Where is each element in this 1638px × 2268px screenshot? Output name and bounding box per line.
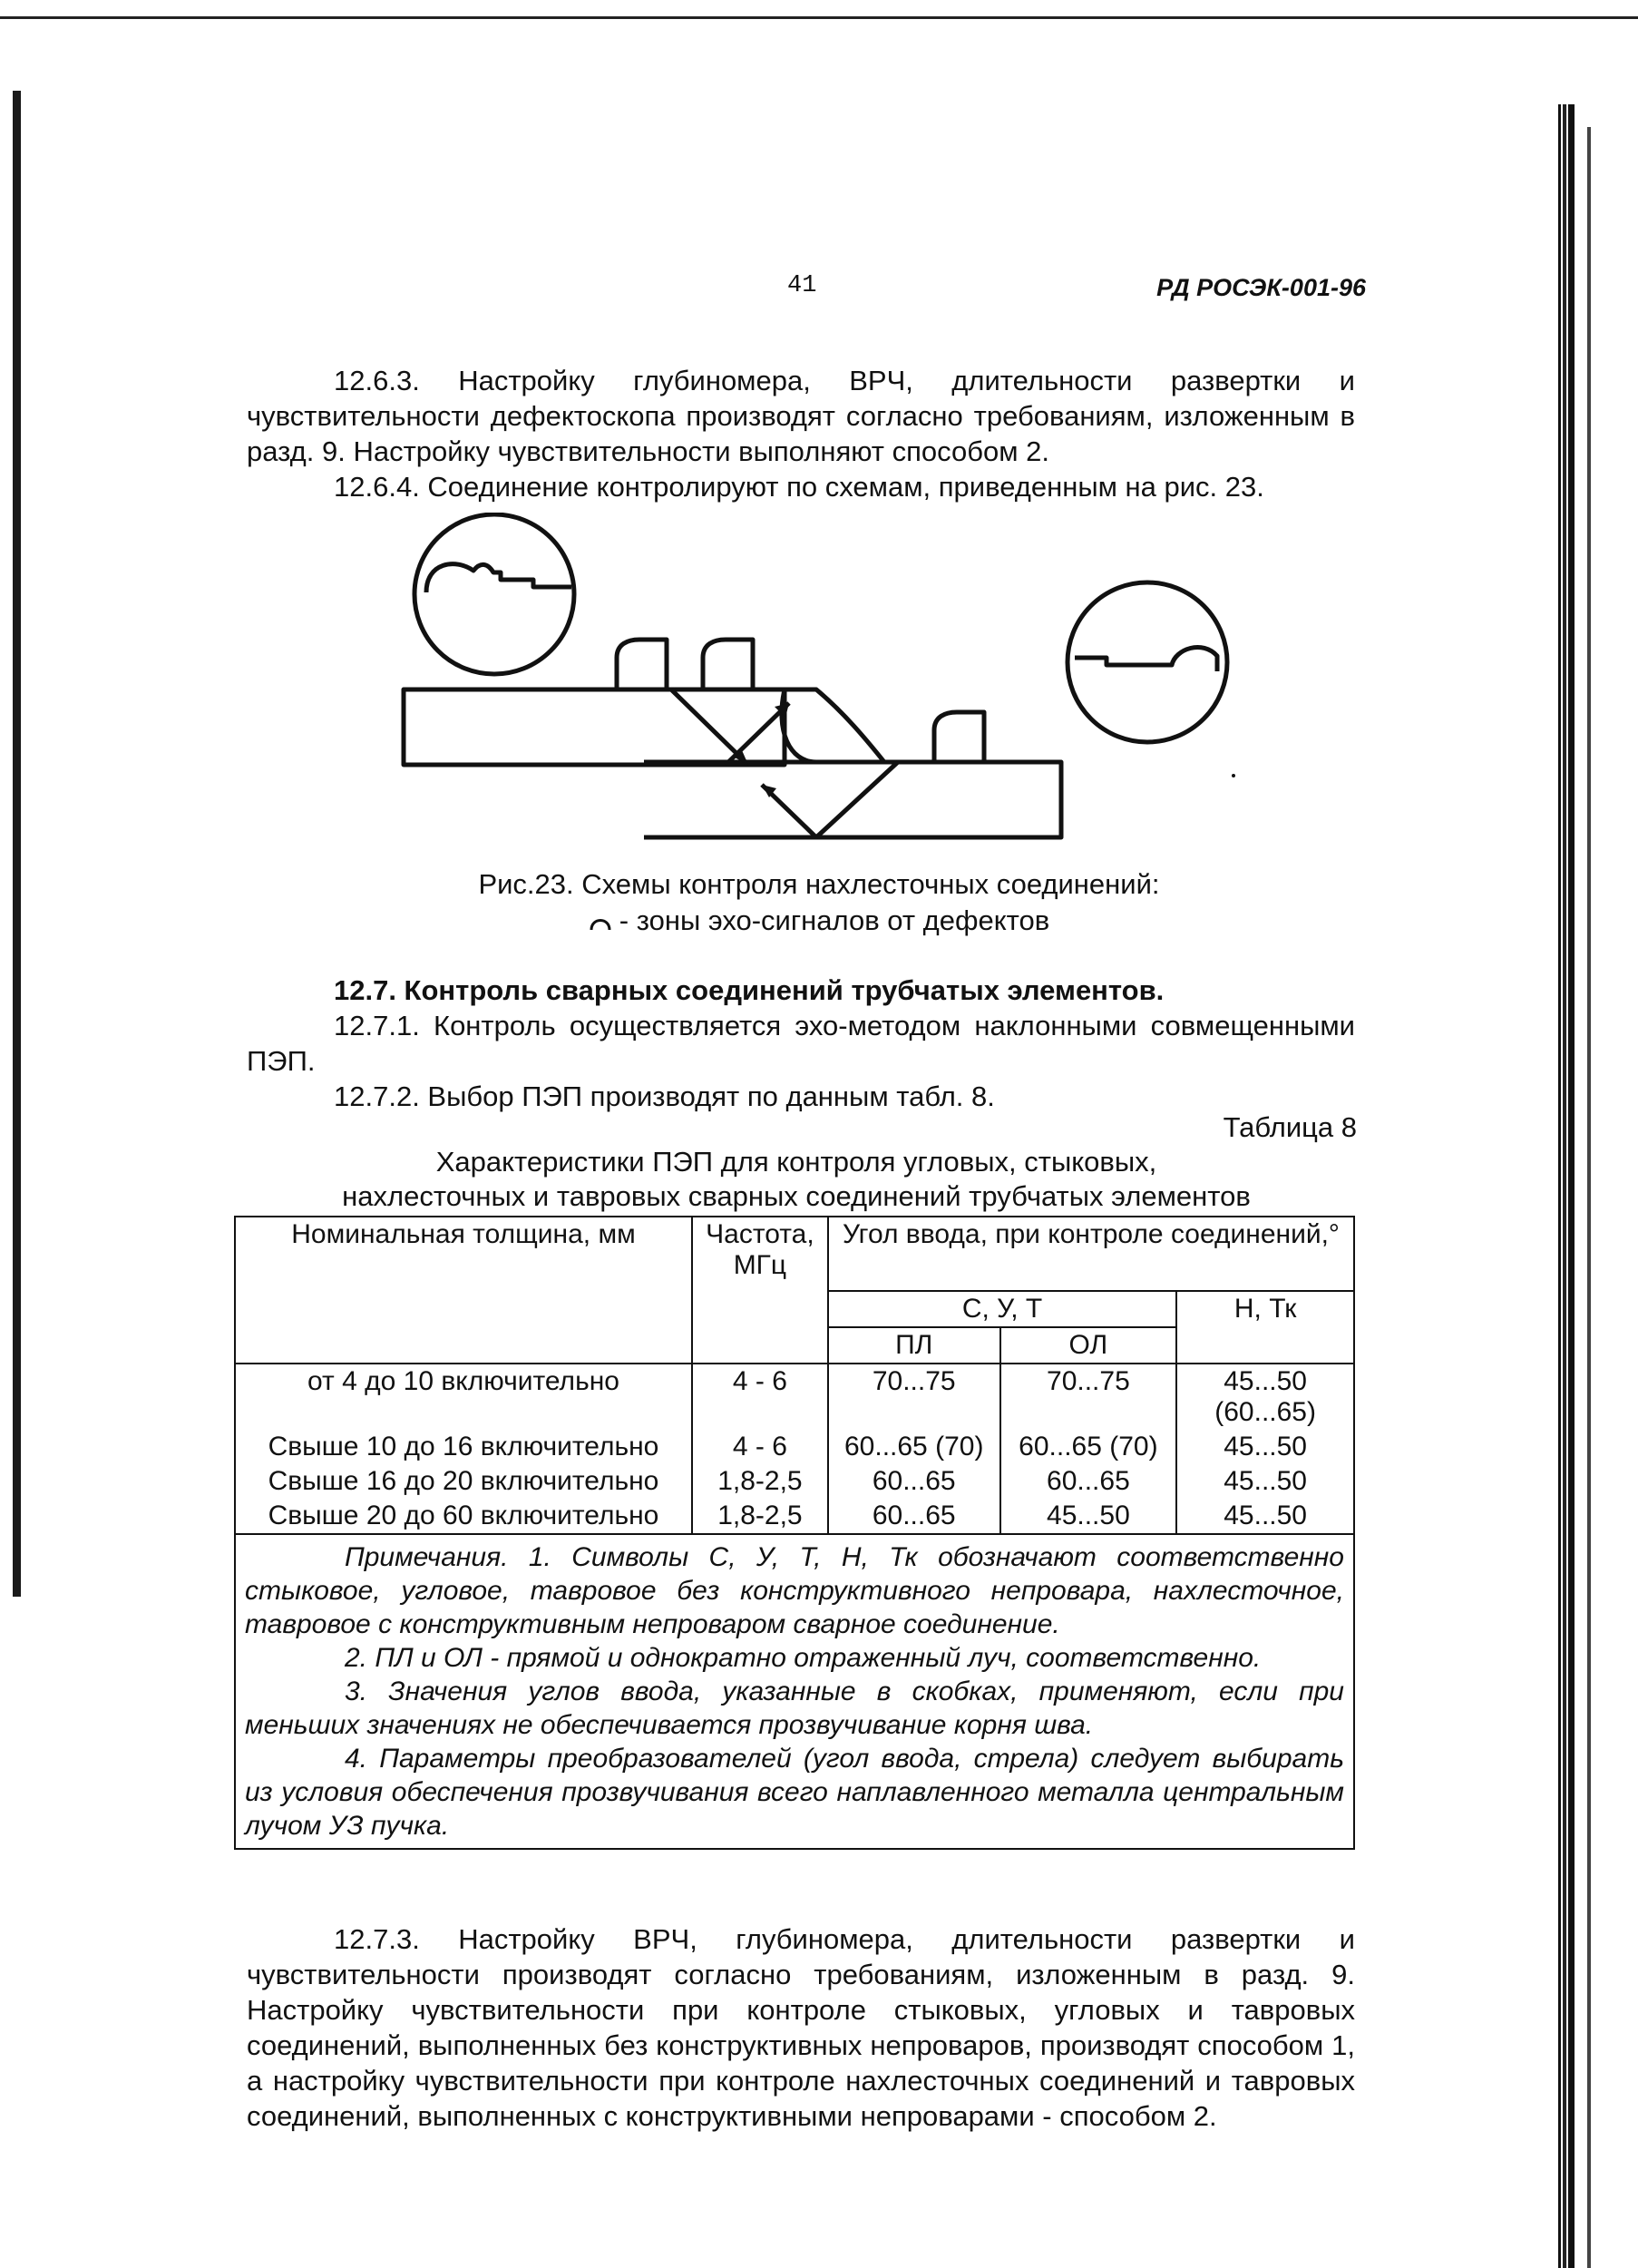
table-row: от 4 до 10 включительно 4 - 6 70...75 70...75 45...50 (60...65) (235, 1364, 1354, 1430)
scan-border-top (0, 16, 1638, 19)
page-header (0, 272, 1638, 308)
upper-plate (404, 689, 785, 765)
section-title: 12.7. Контроль сварных соединений трубчатых элементов. (334, 974, 1165, 1006)
table-8 (234, 1216, 1355, 1850)
note-2: 2. ПЛ и ОЛ - прямой и однократно отраженный луч, соответственно. (345, 1643, 1262, 1673)
echo-zone-circle-right (1068, 582, 1227, 742)
note-1: Примечания. 1. Символы С, У, Т, Н, Тк обозначают соответственно стыковое, угловое, тавровое без конструктивного непровара, нахлесточное, тавровое с конструктивным непроваром сварное соединение. (245, 1542, 1344, 1639)
header-angle: Угол ввода, при контроле соединений,° (828, 1217, 1354, 1291)
probe-1 (617, 640, 667, 689)
table-row: Свыше 10 до 16 включительно 4 - 6 60...65 (70) 60...65 (70) 45...50 (235, 1430, 1354, 1464)
header-ol: ОЛ (1000, 1327, 1177, 1364)
note-4: 4. Параметры преобразователей (угол ввода, стрела) следует выбирать из условия обеспечения прозвучивания всего наплавленного металла центральным лучом УЗ пучка. (245, 1744, 1344, 1841)
paragraph-block-bottom (247, 1921, 1355, 2134)
table-title-line-2: нахлесточных и тавровых сварных соединений трубчатых элементов (342, 1180, 1251, 1212)
scan-border-right (1558, 104, 1575, 2268)
table-row: Свыше 16 до 20 включительно 1,8-2,5 60...65 60...65 45...50 (235, 1464, 1354, 1499)
echo-zone-circle-left (414, 514, 574, 674)
page-number: 41 (787, 272, 817, 299)
beam-path-3 (816, 762, 898, 837)
header-group-nt: Н, Тк (1176, 1291, 1354, 1364)
paragraph-12-6-4: 12.6.4. Соединение контролируют по схемам, приведенным на рис. 23. (334, 471, 1264, 503)
paragraph-12-6-3: 12.6.3. Настройку глубиномера, ВРЧ, длительности развертки и чувствительности дефектоскопа производят согласно требованиям, изложенным в разд. 9. Настройку чувствительности выполняют способом 2. (247, 365, 1355, 467)
weld-bead (782, 689, 884, 762)
paragraph-12-7-3: 12.7.3. Настройку ВРЧ, глубиномера, длительности развертки и чувствительности производят согласно требованиям, изложенным в разд. 9. Настройку чувствительности при контроле стыковых, угловых и тавровых соединений, выполненных без конструктивных непроваров, производят способом 1, а настройку чувствительности при контроле нахлесточных соединений и тавровых соединений, выполненных с конструктивными непроварами - способом 2. (247, 1923, 1355, 2132)
table-notes-row (235, 1534, 1354, 1849)
probe-3 (934, 712, 984, 762)
table-label: Таблица 8 (1223, 1111, 1357, 1143)
echo-zone-symbol-icon (589, 914, 612, 932)
paragraph-12-7-1: 12.7.1. Контроль осуществляется эхо-методом наклонными совмещенными ПЭП. (247, 1010, 1355, 1077)
table-title-line-1: Характеристики ПЭП для контроля угловых, стыковых, (435, 1146, 1157, 1178)
header-pl: ПЛ (828, 1327, 1000, 1364)
table-notes (235, 1534, 1354, 1849)
figure-23-lap-joint-diagram (390, 513, 1252, 857)
note-3: 3. Значения углов ввода, указанные в скобках, применяют, если при меньших значениях не обеспечивается прозвучивание корня шва. (245, 1677, 1344, 1740)
echo-signal-right (1075, 648, 1217, 671)
probe-2 (703, 640, 753, 689)
document-code: РД РОСЭК-001-96 (1156, 274, 1366, 301)
section-12-7 (247, 973, 1355, 1114)
scan-border-left (13, 91, 21, 1597)
caption-line-2: - зоны эхо-сигналов от дефектов (0, 903, 1638, 939)
header-frequency: Частота, МГц (692, 1217, 828, 1364)
paragraph-block-top (247, 363, 1355, 504)
header-thickness: Номинальная толщина, мм (235, 1217, 692, 1364)
echo-signal-left (426, 564, 571, 592)
lower-plate (644, 762, 1061, 837)
table-row: Свыше 20 до 60 включительно 1,8-2,5 60...65 45...50 45...50 (235, 1499, 1354, 1534)
table-title (234, 1145, 1359, 1214)
beam-path-2 (726, 703, 789, 765)
paragraph-12-7-2: 12.7.2. Выбор ПЭП производят по данным табл. 8. (334, 1080, 995, 1112)
scan-border-right-line (1587, 127, 1591, 2268)
caption-line-1: Рис.23. Схемы контроля нахлесточных соединений: (478, 868, 1160, 900)
figure-caption (0, 866, 1638, 939)
header-group-cut: С, У, Т (828, 1291, 1176, 1327)
